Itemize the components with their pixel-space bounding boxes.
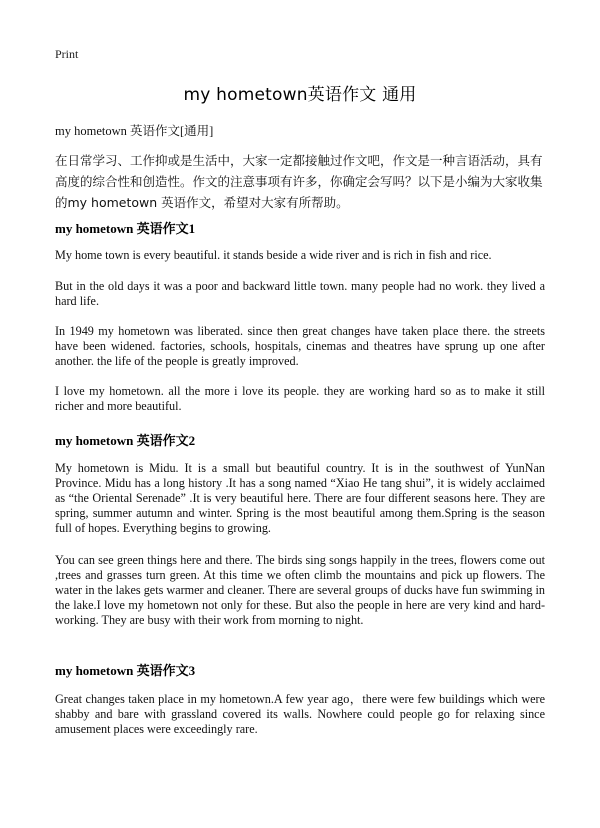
section-heading: my hometown 英语作文1 — [55, 221, 196, 236]
section-heading: my hometown 英语作文3 — [55, 663, 196, 678]
paragraph: My home town is every beautiful. it stands beside a wide river and is rich in fish and rice. — [55, 248, 492, 262]
paragraph: You can see green things here and there. The birds sing songs happily in the trees, flowers come out ,trees and grasses turn green. At this time we often climb the mountains and pick up flowers. The water in the lakes gets warmer and cleaner. There are several groups of ducks have fun swimming in the lake.I love my hometown not only for these. But also the people in here are very kind and hard-working. They are busy with their work from morning to night. — [55, 553, 545, 627]
print-link[interactable]: Print — [55, 47, 79, 61]
page-title: my hometown英语作文 通用 — [183, 85, 417, 105]
paragraph: But in the old days it was a poor and backward little town. many people had no work. they lived a hard life. — [55, 279, 545, 308]
intro-paragraph: 在日常学习、工作抑或是生活中，大家一定都接触过作文吧，作文是一种言语活动，具有高度的综合性和创造性。作文的注意事项有许多，你确定会写吗？以下是小编为大家收集的my hometown 英语作文，希望对大家有所帮助。 — [55, 153, 543, 210]
paragraph: Great changes taken place in my hometown.A few year ago，there were few buildings which were shabby and bare with grassland covered its walls. Nowhere could people go for relaxing since amusement places were exceedingly rare. — [55, 692, 545, 736]
paragraph: My hometown is Midu. It is a small but beautiful country. It is in the southwest of YunNan Province. Midu has a long history .It has a song named “Xiao He tang shui”, it is widely acclaimed as “the Oriental Serenade” .It is very beautiful here. There are four different seasons here. They are spring, summer autumn and winter. Spring is the most beautiful among them.Spring is the season full of hopes. Everything begins to growing. — [55, 461, 545, 535]
paragraph: I love my hometown. all the more i love its people. they are working hard so as to make it still richer and more beautiful. — [55, 384, 545, 413]
paragraph: In 1949 my hometown was liberated. since then great changes have taken place there. the streets have been widened. factories, schools, hospitals, cinemas and theatres have sprung up one after another. the life of the people is greatly improved. — [55, 324, 545, 368]
section-heading: my hometown 英语作文2 — [55, 433, 196, 448]
document-subtitle: my hometown 英语作文[通用] — [55, 124, 214, 138]
